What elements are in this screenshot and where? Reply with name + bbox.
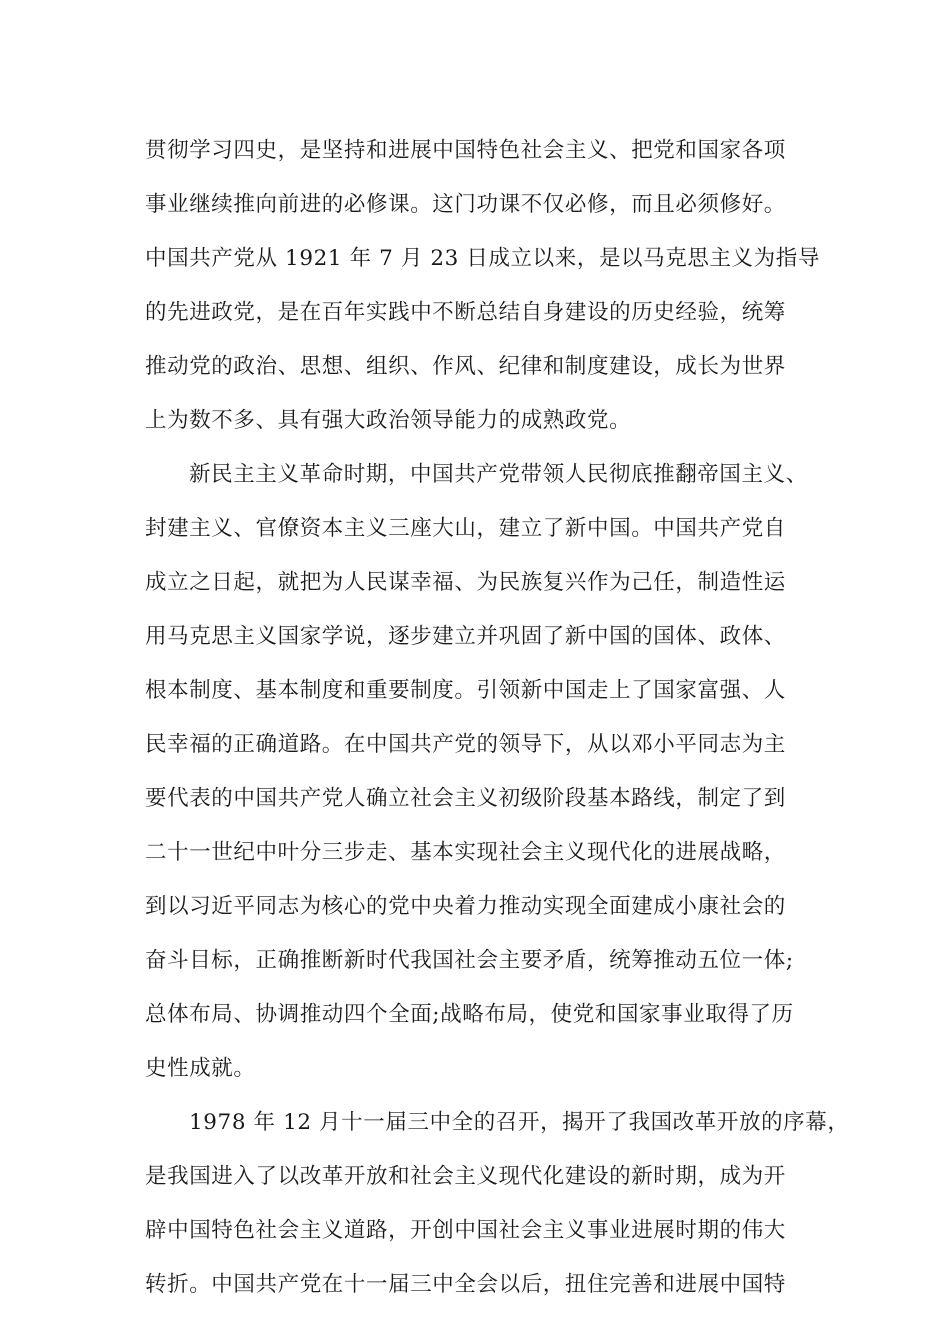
text-line: 封建主义、官僚资本主义三座大山，建立了新中国。中国共产党自	[145, 516, 786, 541]
text-line: 奋斗目标，正确推断新时代我国社会主要矛盾，统筹推动五位一体;	[145, 948, 794, 973]
paragraph-3	[145, 1096, 850, 1312]
text-line: 史性成就。	[145, 1056, 256, 1081]
text-line: 事业继续推向前进的必修课。这门功课不仅必修，而且必须修好。	[145, 192, 786, 217]
text-line: 成立之日起，就把为人民谋幸福、为民族复兴作为己任，制造性运	[145, 570, 786, 595]
text-line: 是我国进入了以改革开放和社会主义现代化建设的新时期，成为开	[145, 1164, 786, 1189]
paragraph-1	[145, 124, 845, 448]
text-line: 的先进政党，是在百年实践中不断总结自身建设的历史经验，统筹	[145, 300, 786, 325]
text-line: 上为数不多、具有强大政治领导能力的成熟政党。	[145, 408, 632, 433]
text-line: 推动党的政治、思想、组织、作风、纪律和制度建设，成长为世界	[145, 354, 786, 379]
text-line: 中国共产党从 1921 年 7 月 23 日成立以来，是以马克思主义为指导	[145, 246, 820, 271]
text-line: 民幸福的正确道路。在中国共产党的领导下，从以邓小平同志为主	[145, 732, 786, 757]
text-line: 要代表的中国共产党人确立社会主义初级阶段基本路线，制定了到	[145, 786, 786, 811]
paragraph-2	[145, 448, 845, 1096]
text-line: 二十一世纪中叶分三步走、基本实现社会主义现代化的进展战略，	[145, 840, 786, 865]
text-line: 1978 年 12 月十一届三中全的召开，揭开了我国改革开放的序幕，	[189, 1110, 850, 1135]
text-line: 新民主主义革命时期，中国共产党带领人民彻底推翻帝国主义、	[189, 462, 808, 487]
text-line: 用马克思主义国家学说，逐步建立并巩固了新中国的国体、政体、	[145, 624, 786, 649]
text-line: 根本制度、基本制度和重要制度。引领新中国走上了国家富强、人	[145, 678, 786, 703]
text-line: 辟中国特色社会主义道路，开创中国社会主义事业进展时期的伟大	[145, 1218, 786, 1243]
document-body	[145, 124, 850, 1312]
text-line: 贯彻学习四史，是坚持和进展中国特色社会主义、把党和国家各项	[145, 138, 786, 163]
text-line: 转折。中国共产党在十一届三中全会以后，扭住完善和进展中国特	[145, 1272, 786, 1297]
text-line: 总体布局、协调推动四个全面;战略布局，使党和国家事业取得了历	[145, 1002, 794, 1027]
text-line: 到以习近平同志为核心的党中央着力推动实现全面建成小康社会的	[145, 894, 786, 919]
